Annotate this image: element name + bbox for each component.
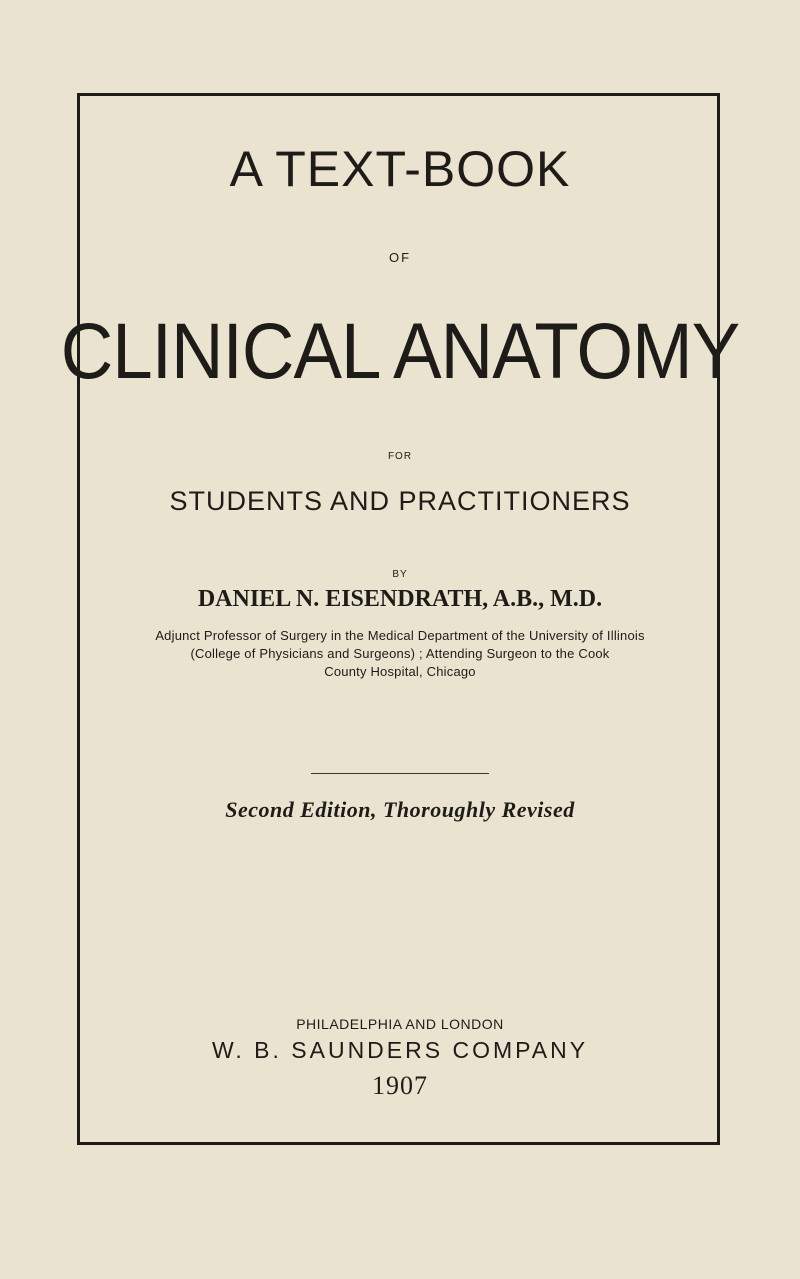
publication-year: 1907 [372, 1071, 428, 1100]
for-label: FOR [387, 451, 413, 462]
main-title: CLINICAL ANATOMY [60, 306, 740, 395]
author-affiliation-line-2: (College of Physicians and Surgeons) ; Attending Surgeon to the Cook [190, 646, 610, 661]
title-line-1: A TEXT-BOOK [229, 141, 571, 197]
edition-statement: Second Edition, Thoroughly Revised [225, 797, 575, 822]
author-affiliation-line-3: County Hospital, Chicago [324, 664, 476, 679]
publication-place: PHILADELPHIA AND LONDON [296, 1016, 504, 1032]
author-affiliation-line-1: Adjunct Professor of Surgery in the Medical Department of the University of Illinois [155, 628, 645, 643]
subtitle: STUDENTS AND PRACTITIONERS [169, 486, 631, 516]
divider-rule [311, 773, 489, 774]
publisher-name: W. B. SAUNDERS COMPANY [211, 1037, 589, 1063]
by-label: BY [392, 569, 408, 580]
author-name: DANIEL N. EISENDRATH, A.B., M.D. [197, 586, 603, 612]
of-label: OF [388, 250, 412, 265]
